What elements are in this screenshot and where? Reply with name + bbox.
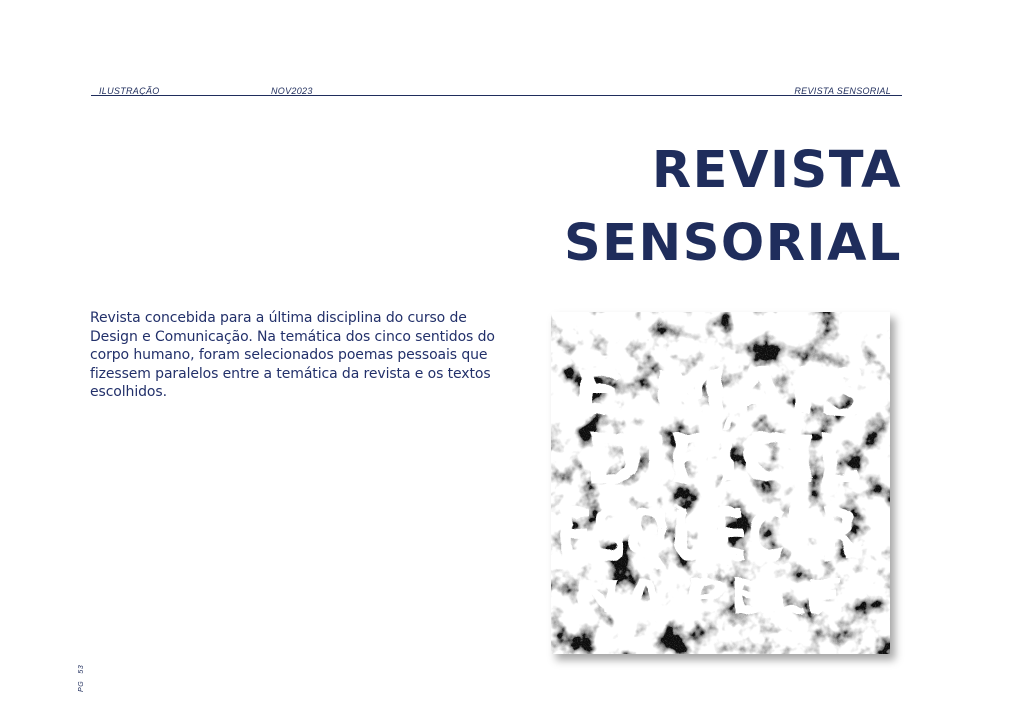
artwork-line-4: NA PELE [571, 567, 841, 621]
page-number-value: 53 [78, 664, 85, 674]
artwork-line-2: DIFÍCIL [582, 418, 827, 497]
page-title [564, 134, 902, 280]
page-label: PG [78, 680, 85, 692]
page-number [78, 665, 85, 692]
title-line-2: SENSORIAL [563, 214, 902, 273]
poem-artwork-image [551, 312, 890, 654]
artwork-line-3: ESQUECER [554, 490, 856, 574]
project-description: Revista concebida para a última disciplina do curso de Design e Comunicação. Na temática dos cinco sentidos do corpo humano, foram selecionados poemas pessoais que fizessem paralelos entre a temática da revista e os textos escolhidos. [90, 310, 495, 400]
header-date: NOV2023 [271, 86, 313, 96]
header-section-label: ILUSTRAÇÃO [99, 86, 160, 96]
header-publication: REVISTA SENSORIAL [794, 86, 891, 96]
title-line-1: REVISTA [651, 141, 902, 200]
header-rule [91, 95, 902, 96]
artwork-line-1: É MAIS [570, 354, 870, 427]
